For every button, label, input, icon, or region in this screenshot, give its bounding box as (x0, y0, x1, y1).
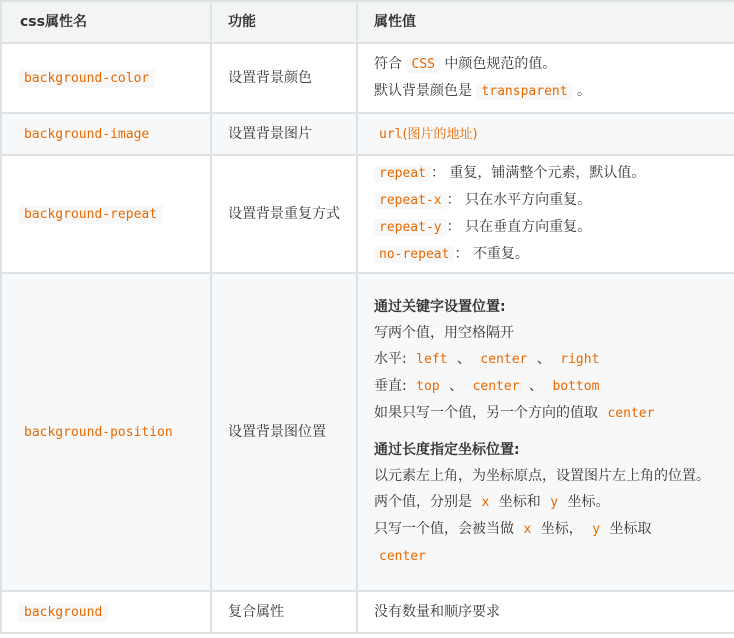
list-item (374, 214, 728, 241)
inline-code: top (411, 378, 444, 395)
property-name-code: background-repeat (18, 205, 163, 224)
function-cell: 设置背景图片 (211, 113, 357, 155)
list-item (374, 241, 728, 268)
table-row (1, 113, 734, 155)
inline-code: repeat (374, 165, 431, 182)
property-name-code: background-image (18, 125, 155, 144)
inline-code: x (518, 521, 536, 538)
inline-code: repeat-x (374, 192, 447, 209)
function-cell: 设置背景图位置 (211, 273, 357, 591)
inline-code: transparent (476, 83, 572, 100)
section-heading: 通过长度指定坐标位置: (374, 442, 520, 458)
inline-code: repeat-y (374, 219, 447, 236)
table-row (1, 43, 734, 113)
function-cell: 设置背景颜色 (211, 43, 357, 113)
function-cell: 复合属性 (211, 591, 357, 633)
header-function: 功能 (211, 1, 357, 43)
inline-code: center (374, 548, 431, 565)
value-text: 符合 (374, 56, 407, 72)
inline-code: y (587, 521, 605, 538)
table-row (1, 591, 734, 633)
table-header-row (1, 1, 734, 43)
value-text: 写两个值，用空格隔开 (374, 325, 514, 341)
inline-code: center (468, 378, 525, 395)
inline-code: no-repeat (374, 246, 454, 263)
value-text: ： 不重复。 (454, 246, 529, 262)
value-text: ： 只在水平方向重复。 (446, 192, 592, 208)
function-cell: 设置背景重复方式 (211, 155, 357, 273)
value-text: 垂直: (374, 378, 412, 394)
value-text: 默认背景颜色是 (374, 83, 477, 99)
value-cell (357, 113, 734, 155)
value-text: 只写一个值，会被当做 (374, 521, 519, 537)
value-text: ： 重复，铺满整个元素，默认值。 (430, 165, 646, 181)
inline-code: CSS (406, 56, 439, 73)
inline-code: right (555, 351, 604, 368)
inline-code: y (545, 494, 563, 511)
inline-code: left (411, 351, 452, 368)
value-text: 以元素左上角，为坐标原点，设置图片左上角的位置。 (374, 468, 710, 484)
property-name-code: background-position (18, 423, 179, 442)
property-name-code: background-color (18, 69, 155, 88)
value-cell: 通过关键字设置位置: 写两个值，用空格隔开 水平: left 、 center 、 right 垂直: top 、 center 、 bottom 如果只写一个值，另一个方向的值取 center 通过长度指定坐标位置: 以元素左上角，为坐标原点，设置图片左上角的位置。 两个值，分别是 x 坐标和 y 坐标。 只写一个值，会被当做 x 坐标， y 坐标取 center (357, 273, 734, 591)
value-cell (357, 43, 734, 113)
value-text: ： 只在垂直方向重复。 (446, 219, 592, 235)
inline-code: center (475, 351, 532, 368)
section-heading: 通过关键字设置位置: (374, 299, 506, 315)
property-name-code: background (18, 603, 108, 622)
inline-code: center (602, 405, 659, 422)
list-item (374, 160, 728, 187)
url-note: (图片的地址) (402, 126, 478, 142)
value-text: 如果只写一个值，另一个方向的值取 (374, 405, 603, 421)
header-property-name: css属性名 (1, 1, 211, 43)
header-property-value: 属性值 (357, 1, 734, 43)
table-row (1, 273, 734, 591)
value-text: 两个值，分别是 (374, 494, 477, 510)
inline-code: bottom (547, 378, 604, 395)
value-text: 水平: (374, 351, 412, 367)
inline-code: x (476, 494, 494, 511)
inline-code: url(图片的地址) (374, 126, 483, 143)
value-cell (357, 155, 734, 273)
value-text: 。 (572, 83, 591, 99)
table-row (1, 155, 734, 273)
value-cell: 没有数量和顺序要求 (357, 591, 734, 633)
list-item (374, 187, 728, 214)
value-text: 中颜色规范的值。 (439, 56, 557, 72)
